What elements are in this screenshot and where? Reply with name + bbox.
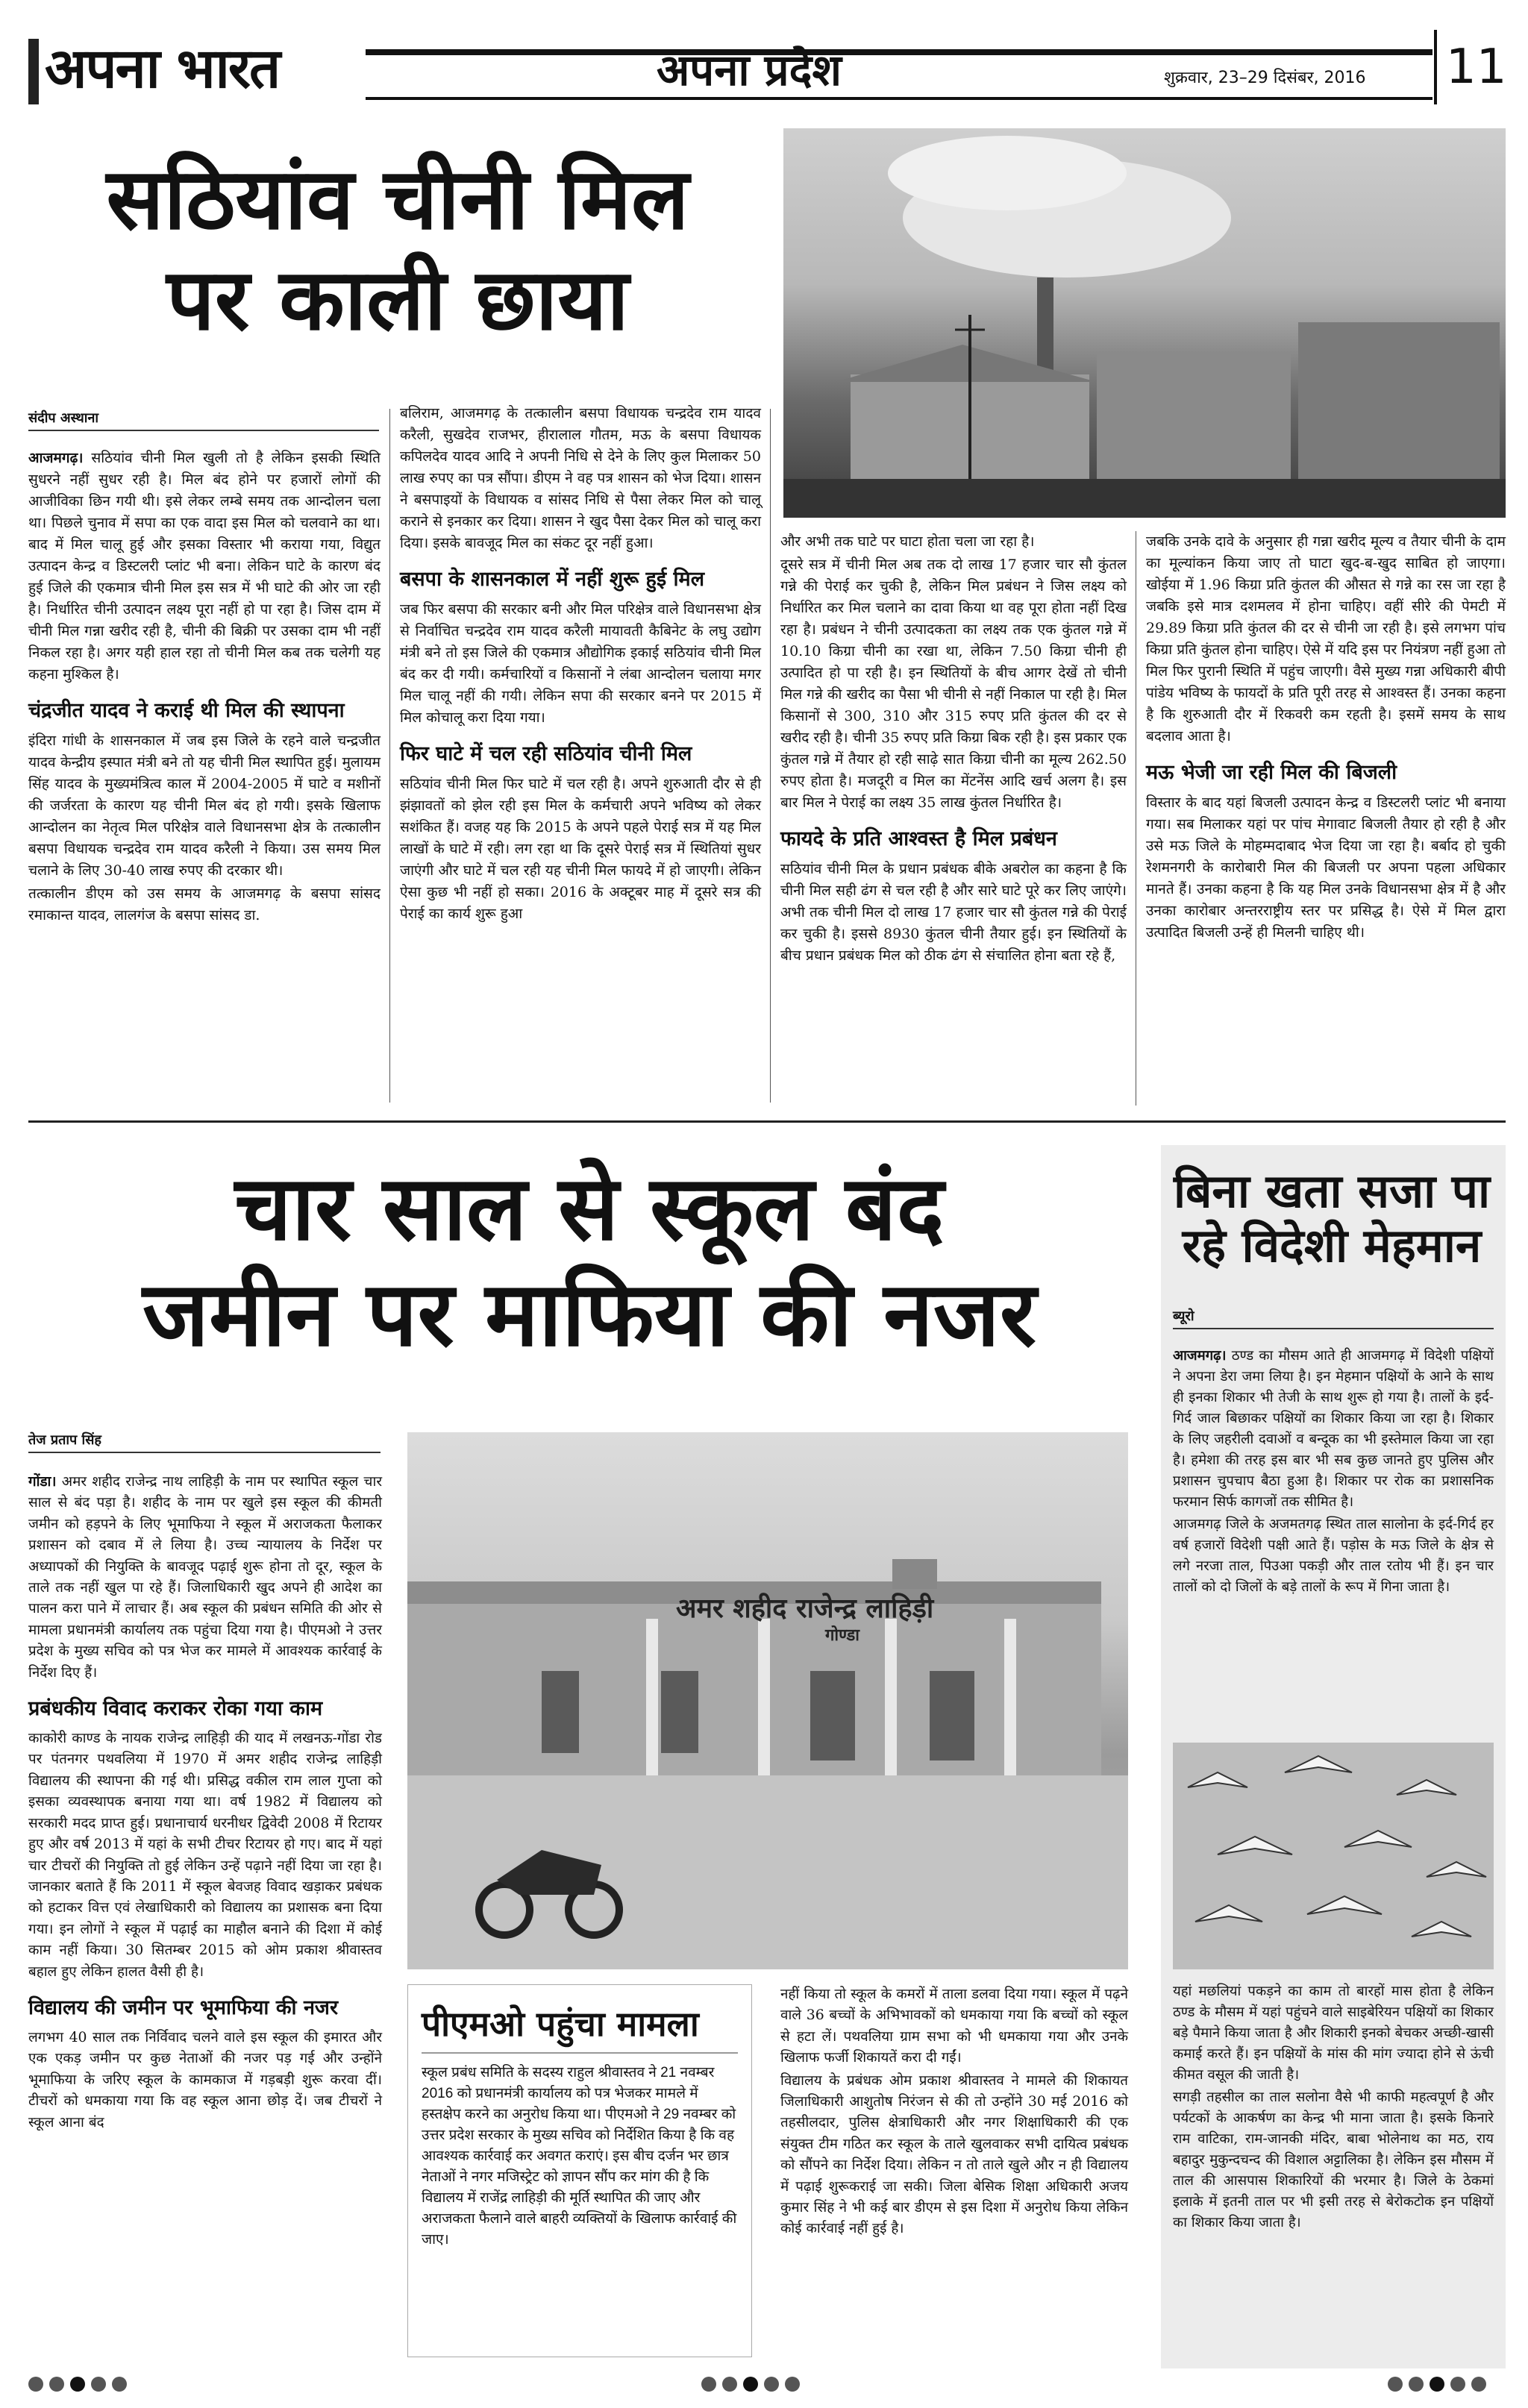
pmo-box-text: स्कूल प्रबंध समिति के सदस्य राहुल श्रीवास्तव ने 21 नवम्बर 2016 को प्रधानमंत्री कार्यालय को पत्र भेजकर मामले में हस्तक्षेप करने का अनुरोध किया था। पीएमओ ने 29 नवम्बर को उत्तर प्रदेश सरकार के मुख्य सचिव को निर्देशित किया है कि वह आवश्यक कार्रवाई कर अवगत कराएं। इस बीच दर्जन भर छात्र नेताओं ने नगर मजिस्ट्रेट को ज्ञापन सौंप कर मांग की है कि विद्यालय में राजेंद्र लाहिड़ी की मूर्ति स्थापित की जाए और अराजकता फैलाने वाले बाहरी व्यक्तियों के खिलाफ कार्रवाई की जाए। (422, 2065, 737, 2248)
article1-col4-p1: जबकि उनके दावे के अनुसार ही गन्ना खरीद मूल्य व तैयार चीनी के दाम का मूल्यांकन किया जाए तो घाटा खुद-ब-खुद साबित हो जाएगा। खोईया में 1.96 किग्रा प्रति कुंतल की औसत से गन्ने का रस जा रहा है जबकि इसे मात्र दशमलव में होना चाहिए। वहीं सीरे की पेमटी में 29.89 किग्रा प्रति कुंतल की दर से चीनी जा रही है। इसे लगभग पांच किग्रा प्रति कुंतल होना चाहिए। ऐसे में यदि इस पर नियंत्रण नहीं हुआ तो मिल फिर पुरानी स्थिति में पहुंच जाएगी। वैसे मुख्य गन्ना अधिकारी बीपी पांडेय भविष्य के फायदों के प्रति पूरी तरह से आश्वस्त हैं। उनका कहना है कि शुरुआती दौर में रिकवरी कम रहती है। इसमें समय के साथ बदलाव आता है। (1146, 533, 1506, 744)
article3-dateline: आजमगढ़। (1173, 1348, 1227, 1364)
column-separator (389, 409, 390, 1103)
footer-dot (1388, 2377, 1403, 2392)
article1-col2-p2: जब फिर बसपा की सरकार बनी और मिल परिक्षेत्र वाले विधानसभा क्षेत्र से निर्वाचित चन्द्रदेव राम यादव करैली मायावती कैबिनेट के लघु उद्योग मंत्री बने तो इस जिले की एकमात्र औद्योगिक इकाई सठियांव चीनी मिल बंद कर दी गयी। कर्मचारियों व किसानों ने लंबा आन्दोलन चलाया मगर मिल चालू नहीं की गयी। लेकिन सपा की सरकार बनने पर 2015 में मिल कोचालू करा दिया गया। (400, 601, 761, 726)
pmo-box-title: पीएमओ पहुंचा मामला (422, 2004, 699, 2044)
masthead-rule-bottom (366, 97, 1432, 100)
article1-col1-p1: सठियांव चीनी मिल खुली तो है लेकिन इसकी स्थिति सुधरने नहीं सुधर रही है। मिल बंद होने पर हजारों लोगों की आजीविका छिन गयी थी। इसे लेकर लम्बे समय तक आन्दोलन चला था। पिछले चुनाव में सपा का एक वादा इस मिल को चलवाने का था। बाद में मिल चालू हुई और इसका विस्तार भी कराया गया, विद्युत उत्पादन केन्द्र व डिस्टलरी प्लांट भी बना। लेकिन घाटे के कारण बंद हुई जिले की एकमात्र चीनी मिल इस सत्र में भी घाटे की ओर जा रही है। निर्धारित चीनी उत्पादन लक्ष्य पूरा नहीं हो पा रहा है। जिस दाम में चीनी मिल गन्ना खरीद रही है, चीनी की बिक्री पर उसका दाम भी नहीं निकल रहा है। अगर यही हाल रहा तो चीनी मिल कब तक चलेगी यह कहना मुश्किल है। (28, 450, 381, 683)
article1-col1-p2: इंदिरा गांधी के शासनकाल में जब इस जिले के रहने वाले चन्द्रजीत यादव केन्द्रीय इस्पात मंत्री बने तो यह चीनी मिल स्थापित हुई। मुलायम सिंह यादव के मुख्यमंत्रित्व काल में 2004-2005 में घाटे व मशीनों की जर्जरता के कारण यह चीनी मिल बंद हो गयी। इसके खिलाफ आन्दोलन का नेतृत्व मिल परिक्षेत्र वाले विधानसभा क्षेत्र के तत्कालीन बसपा विधायक चन्द्रदेव राम यादव करैली ने किया। उस समय मिल चलाने के लिए 30-40 लाख रुपए की दरकार थी। (28, 733, 381, 879)
article1-col2-p3: सठियांव चीनी मिल फिर घाटे में चल रही है। अपने शुरुआती दौर से ही झंझावतों को झेल रही इस मिल के कर्मचारी अपने भविष्य को लेकर सशंकित हैं। वजह यह कि 2015 के अपने पहले पेराई सत्र में यह मिल लाखों के घाटे में रही। लग रहा था कि दूसरे पेराई सत्र में स्थितियां सुधर जाएंगी और घाटे में चल रही यह चीनी मिल फायदे में हो जाएगी। लेकिन ऐसा कुछ भी नहीं हो सका। 2016 के अक्टूबर माह में दूसरे सत्र की पेराई का कार्य शुरू हुआ (400, 776, 761, 922)
article1-subhead-4: फायदे के प्रति आश्वस्त है मिल प्रबंधन (780, 827, 1057, 850)
school-sign-city: गोण्डा (825, 1626, 860, 1645)
article1-col2-p1: बलिराम, आजमगढ़ के तत्कालीन बसपा विधायक चन्द्रदेव राम यादव करैली, सुखदेव राजभर, हीरालाल गौतम, मऊ के बसपा विधायक कपिलदेव यादव आदि ने अपनी निधि से देने के लिए कुल मिलाकर 50 लाख रुपए का पत्र सौंपा। डीएम ने वह पत्र शासन को भेज दिया। शासन ने बसपाइयों के विधायक व सांसद निधि से पैसा लेकर मिल को चालू कराने से इनकार कर दिया। शासन ने खुद पैसा देकर मिल को चालू करा दिया। इसके बावजूद मिल का संकट दूर नहीं हुआ। (400, 405, 761, 551)
article1-col3-p1: और अभी तक घाटे पर घाटा होता चला जा रहा है। (780, 533, 1035, 550)
article3-p4: सगड़ी तहसील का ताल सलोना वैसे भी काफी महत्वपूर्ण है और पर्यटकों के आकर्षण का केन्द्र भी माना जाता है। इसके किनारे राम वाटिका, राम-जानकी मंदिर, बाबा भोलेनाथ का मठ, राय बहादुर मुकुन्दचन्द की विशाल अट्टालिका है। लेकिन इस मौसम में ताल की आसपास शिकारियों की भरमार है। जिले के ठेकमां इलाके में इतनी ताल पर भी इसी तरह से बेरोकटोक इन पक्षियों का शिकार किया जाता है। (1173, 2089, 1494, 2230)
article3-p1: ठण्ड का मौसम आते ही आजमगढ़ में विदेशी पक्षियों ने अपना डेरा जमा लिया है। इन मेहमान पक्षियों के आने के साथ ही इनका शिकार भी तेजी के साथ शुरू हो गया है। तालों के इर्द-गिर्द जाल बिछाकर पक्षियों का शिकार किया जा रहा है। शिकार के लिए जहरीली दवाओं व बन्दूक का भी इस्तेमाल किया जा रहा है। हमेशा की तरह इस बार भी सब कुछ जानते हुए पुलिस और प्रशासन चुपचाप बैठा हुआ है। शिकार पर रोक का प्रशासनिक फरमान सिर्फ कागजों तक सीमित है। (1173, 1348, 1494, 1510)
footer-dot (764, 2377, 779, 2392)
article1-byline-rule (28, 430, 379, 431)
school-photo (407, 1432, 1128, 1969)
article1-subhead-2: बसपा के शासनकाल में नहीं शुरू हुई मिल (400, 568, 704, 591)
article1-column-3 (780, 531, 1127, 968)
footer-dot (49, 2377, 64, 2392)
article2-col1-p1: अमर शहीद राजेन्द्र नाथ लाहिड़ी के नाम पर स्थापित स्कूल चार साल से बंद पड़ा है। शहीद के नाम पर खुले इस स्कूल की कीमती जमीन को हड़पने के लिए भूमाफिया ने स्कूल में अराजकता फैलाकर प्रशासन को दबाव में ले लिया है। उच्च न्यायालय के निर्देश पर अध्यापकों की नियुक्ति के बावजूद पढ़ाई शुरू होना तो दूर, स्कूल के ताले तक नहीं खुल पा रहे हैं। जिलाधिकारी खुद अपने ही आदेश का पालन करा पाने में लाचार हैं। अब स्कूल की प्रबंधन समिति की ओर से मामला प्रधानमंत्री कार्यालय तक पहुंचा दिया गया है। पीएमओ ने उत्तर प्रदेश के मुख्य सचिव को पत्र भेज कर मामले में आवश्यक कार्रवाई के निर्देश दिए हैं। (28, 1474, 382, 1681)
column-separator (770, 409, 771, 1103)
footer-dot (70, 2377, 85, 2392)
article2-dateline: गोंडा। (28, 1473, 57, 1490)
footer-dots-center (701, 2377, 800, 2392)
article1-column-4 (1146, 531, 1506, 945)
footer-dots-left (28, 2377, 127, 2392)
article2-headline-line1: चार साल से स्कूल बंद (234, 1157, 945, 1261)
article1-subhead-3: फिर घाटे में चल रही सठियांव चीनी मिल (400, 742, 692, 765)
article1-headline-line1: सठियांव चीनी मिल (106, 149, 689, 248)
article3-column-bottom (1173, 1981, 1494, 2235)
article3-column-top (1173, 1346, 1494, 1599)
article3-byline: ब्यूरो (1173, 1308, 1194, 1324)
page-number-divider (1434, 30, 1437, 104)
birds-flock-illustration (1173, 1743, 1494, 1969)
migratory-birds-photo (1173, 1743, 1494, 1969)
article1-headline (28, 149, 767, 350)
article1-subhead-1: चंद्रजीत यादव ने कराई थी मिल की स्थापना (28, 699, 345, 722)
school-sign: अमर शहीद राजेन्द्र लाहिड़ी (676, 1593, 934, 1624)
school-building-illustration (407, 1432, 1128, 1969)
footer-dot (701, 2377, 716, 2392)
article1-column-1 (28, 448, 381, 928)
footer-dot (91, 2377, 106, 2392)
footer-dot (1409, 2377, 1424, 2392)
pmo-sidebar-box (407, 1984, 752, 2357)
footer-dot (1430, 2377, 1444, 2392)
section-title: अपना प्रदेश (657, 45, 842, 95)
footer-dot (28, 2377, 43, 2392)
article2-byline-rule (28, 1452, 381, 1453)
article3-p2: आजमगढ़ जिले के अजमतगढ़ स्थित ताल सालोना के इर्द-गिर्द हर वर्ष हजारों विदेशी पक्षी आते हैं। पड़ोस के मऊ जिले के क्षेत्र से लगे नरजा ताल, पिउआ पकड़ी और ताल रतोय भी हैं। इन चार तालों को दो जिलों के बड़े तालों के रूप में गिना जाता है। (1173, 1517, 1494, 1595)
footer-dots-right (1388, 2377, 1486, 2392)
article3-p3: यहां मछलियां पकड़ने का काम तो बारहों मास होता है लेकिन ठण्ड के मौसम में यहां पहुंचने वाले साइबेरियन पक्षियों का शिकार बड़े पैमाने किया जाता है और शिकारी इनको बेचकर अच्छी-खासी कमाई करते हैं। इन पक्षियों के मांस की मांग ज्यादा होने से ऊंची कीमत वसूल की जाती है। (1173, 1984, 1494, 2083)
page-number: 11 (1446, 40, 1507, 95)
article2-subhead-1: प्रबंधकीय विवाद कराकर रोका गया काम (28, 1697, 323, 1721)
article1-subhead-5: मऊ भेजी जा रही मिल की बिजली (1146, 761, 1397, 784)
article-divider (28, 1120, 1506, 1123)
sugar-mill-photo (783, 128, 1506, 518)
article2-col3-p2: विद्यालय के प्रबंधक ओम प्रकाश श्रीवास्तव ने मामले की शिकायत जिलाधिकारी आशुतोष निरंजन से की तो उन्होंने 30 मई 2016 को तहसीलदार, पुलिस क्षेत्राधिकारी और नगर शिक्षाधिकारी की एक संयुक्त टीम गठित कर स्कूल के ताले खुलवाकर सभी दायित्व प्रबंधक को सौंपने का निर्देश दिया। लेकिन न तो ताले खुले और न ही विद्यालय में पढ़ाई शुरूकराई जा सकी। जिला बेसिक शिक्षा अधिकारी अजय कुमार सिंह ने भी कई बार डीएम से इस दिशा में अनुरोध किया लेकिन कोई कार्रवाई नहीं हुई है। (780, 2072, 1128, 2237)
article1-col1-p3: तत्कालीन डीएम को उस समय के आजमगढ़ के बसपा सांसद रमाकान्त यादव, लालगंज के बसपा सांसद डा. (28, 885, 381, 924)
article1-dateline: आजमगढ़। (28, 450, 84, 466)
footer-dot (1471, 2377, 1486, 2392)
article3-headline-line1: बिना खता सजा पा (1173, 1164, 1491, 1218)
article2-subhead-2: विद्यालय की जमीन पर भूमाफिया की नजर (28, 1995, 339, 2019)
sugar-mill-illustration (783, 128, 1506, 518)
article2-column-1 (28, 1471, 382, 2135)
masthead-rule-top (366, 49, 1432, 55)
article2-column-3 (780, 1984, 1128, 2242)
masthead-logo: अपना भारत (45, 37, 280, 101)
article1-column-2 (400, 403, 761, 926)
issue-date: शुक्रवार, 23–29 दिसंबर, 2016 (1164, 69, 1366, 87)
article2-col1-p3: लगभग 40 साल तक निर्विवाद चलने वाले इस स्कूल की इमारत और एक एकड़ जमीन पर कुछ नेताओं की नजर पड़ गई और उन्होंने भूमाफिया के जरिए स्कूल के कामकाज में गड़बड़ी शुरू करवा दीं। टीचरों को धमकाया गया कि वह स्कूल आना छोड़ दें। जब टीचरों ने स्कूल आना बंद (28, 2029, 382, 2130)
article1-headline-line2: पर काली छाया (166, 249, 629, 349)
footer-dot (743, 2377, 758, 2392)
footer-dot (112, 2377, 127, 2392)
article3-headline (1171, 1164, 1492, 1273)
article2-col3-p1: नहीं किया तो स्कूल के कमरों में ताला डलवा दिया गया। स्कूल में पढ़ने वाले 36 बच्चों के अभिभावकों को धमकाया गया कि बच्चों को स्कूल से हटा लें। पथवलिया ग्राम सभा को भी धमकाया गया और उनके खिलाफ फर्जी शिकायतें करा दी गईं। (780, 1987, 1128, 2066)
article3-headline-line2: रहे विदेशी मेहमान (1182, 1218, 1482, 1273)
article2-byline: तेज प्रताप सिंह (28, 1432, 101, 1448)
article2-headline-line2: जमीन पर माफिया की नजर (143, 1262, 1036, 1367)
logo-bar (28, 39, 39, 104)
article2-col1-p2: काकोरी काण्ड के नायक राजेन्द्र लाहिड़ी की याद में लखनऊ-गोंडा रोड पर पंतनगर पथवलिया में 1970 में अमर शहीद राजेन्द्र लाहिड़ी विद्यालय की स्थापना की गई थी। प्रसिद्ध वकील राम लाल गुप्ता को इसका व्यवस्थापक बनाया गया था। वर्ष 1982 में विद्यालय को सरकारी मदद प्राप्त हुई। प्रधानाचार्य धरनीधर द्विवेदी 2008 में रिटायर हुए और वर्ष 2013 में यहां के सभी टीचर रिटायर हो गए। बाद में यहां चार टीचरों की नियुक्ति तो हुई लेकिन उन्हें पढ़ाने नहीं दिया जा रहा है। जानकार बताते हैं कि 2011 में स्कूल बेवजह विवाद खड़ाकर प्रबंधक को हटाकर वित्त एवं लेखाधिकारी को विद्यालय का प्रशासक बना दिया गया। इन लोगों ने स्कूल में पढ़ाई का माहौल बनाने की दिशा में कोई काम नहीं किया। 30 सितम्बर 2015 को ओम प्रकाश श्रीवास्तव बहाल हुए लेकिन हालत वैसी ही है। (28, 1731, 382, 1980)
footer-dot (785, 2377, 800, 2392)
footer-dot (722, 2377, 737, 2392)
article1-col3-p3: सठियांव चीनी मिल के प्रधान प्रबंधक बीके अबरोल का कहना है कि चीनी मिल सही ढंग से चल रही है और सारे घाटे पूरे कर लिए जाएंगे। अभी तक चीनी मिल दो लाख 17 हजार चार सौ कुंतल गन्ने की पेराई कर चुकी है। इससे 8930 कुंतल चीनी तैयार हुई। इन स्थितियों के बीच प्रधान प्रबंधक मिल को ठीक ढंग से संचालित होना बता रहे हैं, (780, 861, 1127, 964)
article3-byline-rule (1173, 1328, 1494, 1329)
article2-headline (30, 1156, 1149, 1367)
article1-col4-p2: विस्तार के बाद यहां बिजली उत्पादन केन्द्र व डिस्टलरी प्लांट भी बनाया गया। सब मिलाकर यहां पर पांच मेगावाट बिजली तैयार हो रही है और उसे मऊ जिले के मोहम्मदाबाद भेज दिया जा रहा है। बर्बाद हो चुकी रेशमनगरी के कारोबारी मिल की बिजली पर अपना पहला अधिकार मानते हैं। उनका कहना है कि यह मिल उनके विधानसभा क्षेत्र में है और उनका कारोबार अन्तरराष्ट्रीय स्तर पर प्रसिद्ध है। ऐसे में मिल द्वारा उत्पादित बिजली उन्हें ही मिलनी चाहिए थी। (1146, 794, 1506, 941)
article1-col3-p2: दूसरे सत्र में चीनी मिल अब तक दो लाख 17 हजार चार सौ कुंतल गन्ने की पेराई कर चुकी है, लेकिन मिल प्रबंधन ने जिस लक्ष्य को निर्धारित कर मिल चलाने का दावा किया था वह पूरा होता नहीं दिख रहा है। प्रबंधन ने चीनी उत्पादकता का लक्ष्य तक एक कुंतल गन्ने में 10.10 किग्रा चीनी का रखा था, लेकिन 7.50 किग्रा चीनी ही उत्पादित हो पा रही है। इन स्थितियों के बीच आगर देखें तो चीनी मिल गन्ने की खरीद का पैसा भी चीनी से नहीं निकाल पा रही है। मिल किसानों से 300, 310 और 315 रुपए प्रति कुंतल की दर से खरीद रही है। चीनी 35 रुपए प्रति किग्रा बिक रही है। इस प्रकार एक कुंतल गन्ने में तैयार हो रही साढ़े सात किग्रा चीनी का मूल्य 262.50 रुपए होता है। मजदूरी व मिल का मेंटनेंस आदि खर्च अलग है। इस बार मिल ने पेराई का लक्ष्य 35 लाख कुंतल निर्धारित है। (780, 556, 1127, 811)
footer-dot (1450, 2377, 1465, 2392)
article1-byline: संदीप अस्थाना (28, 410, 99, 426)
pmo-box-rule (422, 2052, 738, 2054)
